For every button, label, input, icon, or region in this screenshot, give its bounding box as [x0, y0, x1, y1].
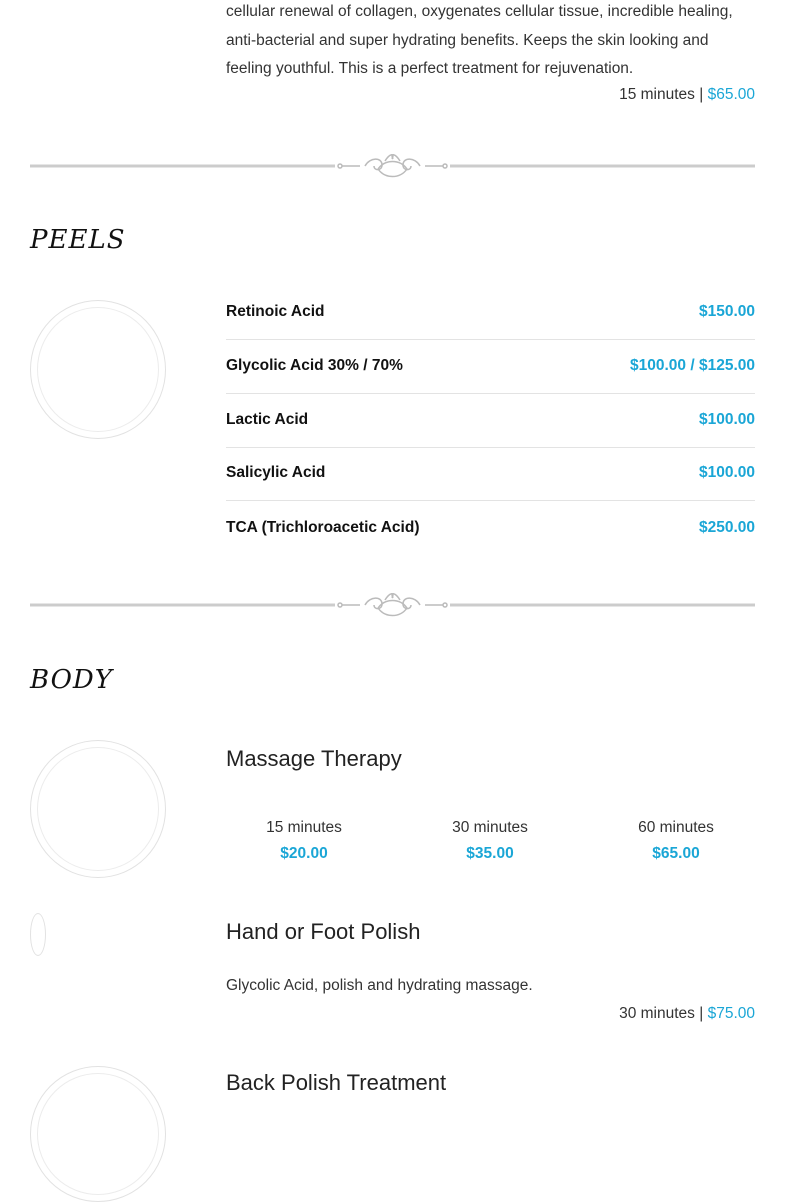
- duration-label: 15 minutes: [619, 86, 695, 103]
- duration-label: 30 minutes: [452, 819, 528, 836]
- price-label: $75.00: [707, 1005, 755, 1022]
- duration-option: [219, 819, 389, 863]
- treatment-time-price: [619, 1005, 755, 1023]
- separator: |: [699, 1005, 704, 1022]
- duration-option: [591, 819, 761, 863]
- peel-price: $100.00: [698, 411, 755, 429]
- peel-name: Lactic Acid: [226, 411, 309, 429]
- duration-label: 15 minutes: [266, 819, 342, 836]
- item-title-massage: Massage Therapy: [226, 746, 402, 771]
- treatment-description: cellular renewal of collagen, oxygenates cellular tissue, incredible healing, anti-bacterial and super hydrating benefits. Keeps the skin looking and feeling youthful. This is a perfect treatment for rejuvenation.: [226, 3, 733, 77]
- duration-option: [405, 819, 575, 863]
- peel-name: Salicylic Acid: [226, 464, 326, 482]
- peel-name: Retinoic Acid: [226, 303, 325, 321]
- item-title-back-polish: Back Polish Treatment: [226, 1070, 447, 1095]
- peel-price: $150.00: [698, 303, 755, 321]
- price-label: $35.00: [466, 845, 514, 862]
- price-label: $65.00: [652, 845, 700, 862]
- peel-name: Glycolic Acid 30% / 70%: [226, 357, 403, 375]
- section-title-body: BODY: [30, 665, 113, 695]
- peel-row: [226, 447, 755, 501]
- peel-row: [226, 394, 755, 448]
- peel-price: $100.00: [698, 464, 755, 482]
- treatment-time-price: [619, 86, 755, 104]
- peel-price: $250.00: [698, 518, 755, 536]
- treatment-image-placeholder: [30, 913, 46, 956]
- treatment-image-placeholder: [30, 740, 166, 878]
- separator: |: [699, 86, 704, 103]
- price-label: $65.00: [707, 86, 755, 103]
- peel-name: TCA (Trichloroacetic Acid): [226, 518, 420, 536]
- price-label: $20.00: [280, 845, 328, 862]
- peel-price: $100.00 / $125.00: [630, 357, 755, 375]
- ornamental-divider: [30, 151, 755, 181]
- peel-row: [226, 340, 755, 394]
- peel-row: [226, 286, 755, 340]
- peel-row: [226, 501, 755, 555]
- duration-label: 30 minutes: [619, 1005, 695, 1022]
- treatment-image-placeholder: [30, 1066, 166, 1202]
- item-description: Glycolic Acid, polish and hydrating massage.: [226, 977, 533, 994]
- treatment-image-placeholder: [30, 300, 166, 439]
- ornamental-divider: [30, 590, 755, 620]
- section-title-peels: PEELS: [30, 225, 126, 255]
- duration-label: 60 minutes: [638, 819, 714, 836]
- item-title-polish: Hand or Foot Polish: [226, 919, 421, 944]
